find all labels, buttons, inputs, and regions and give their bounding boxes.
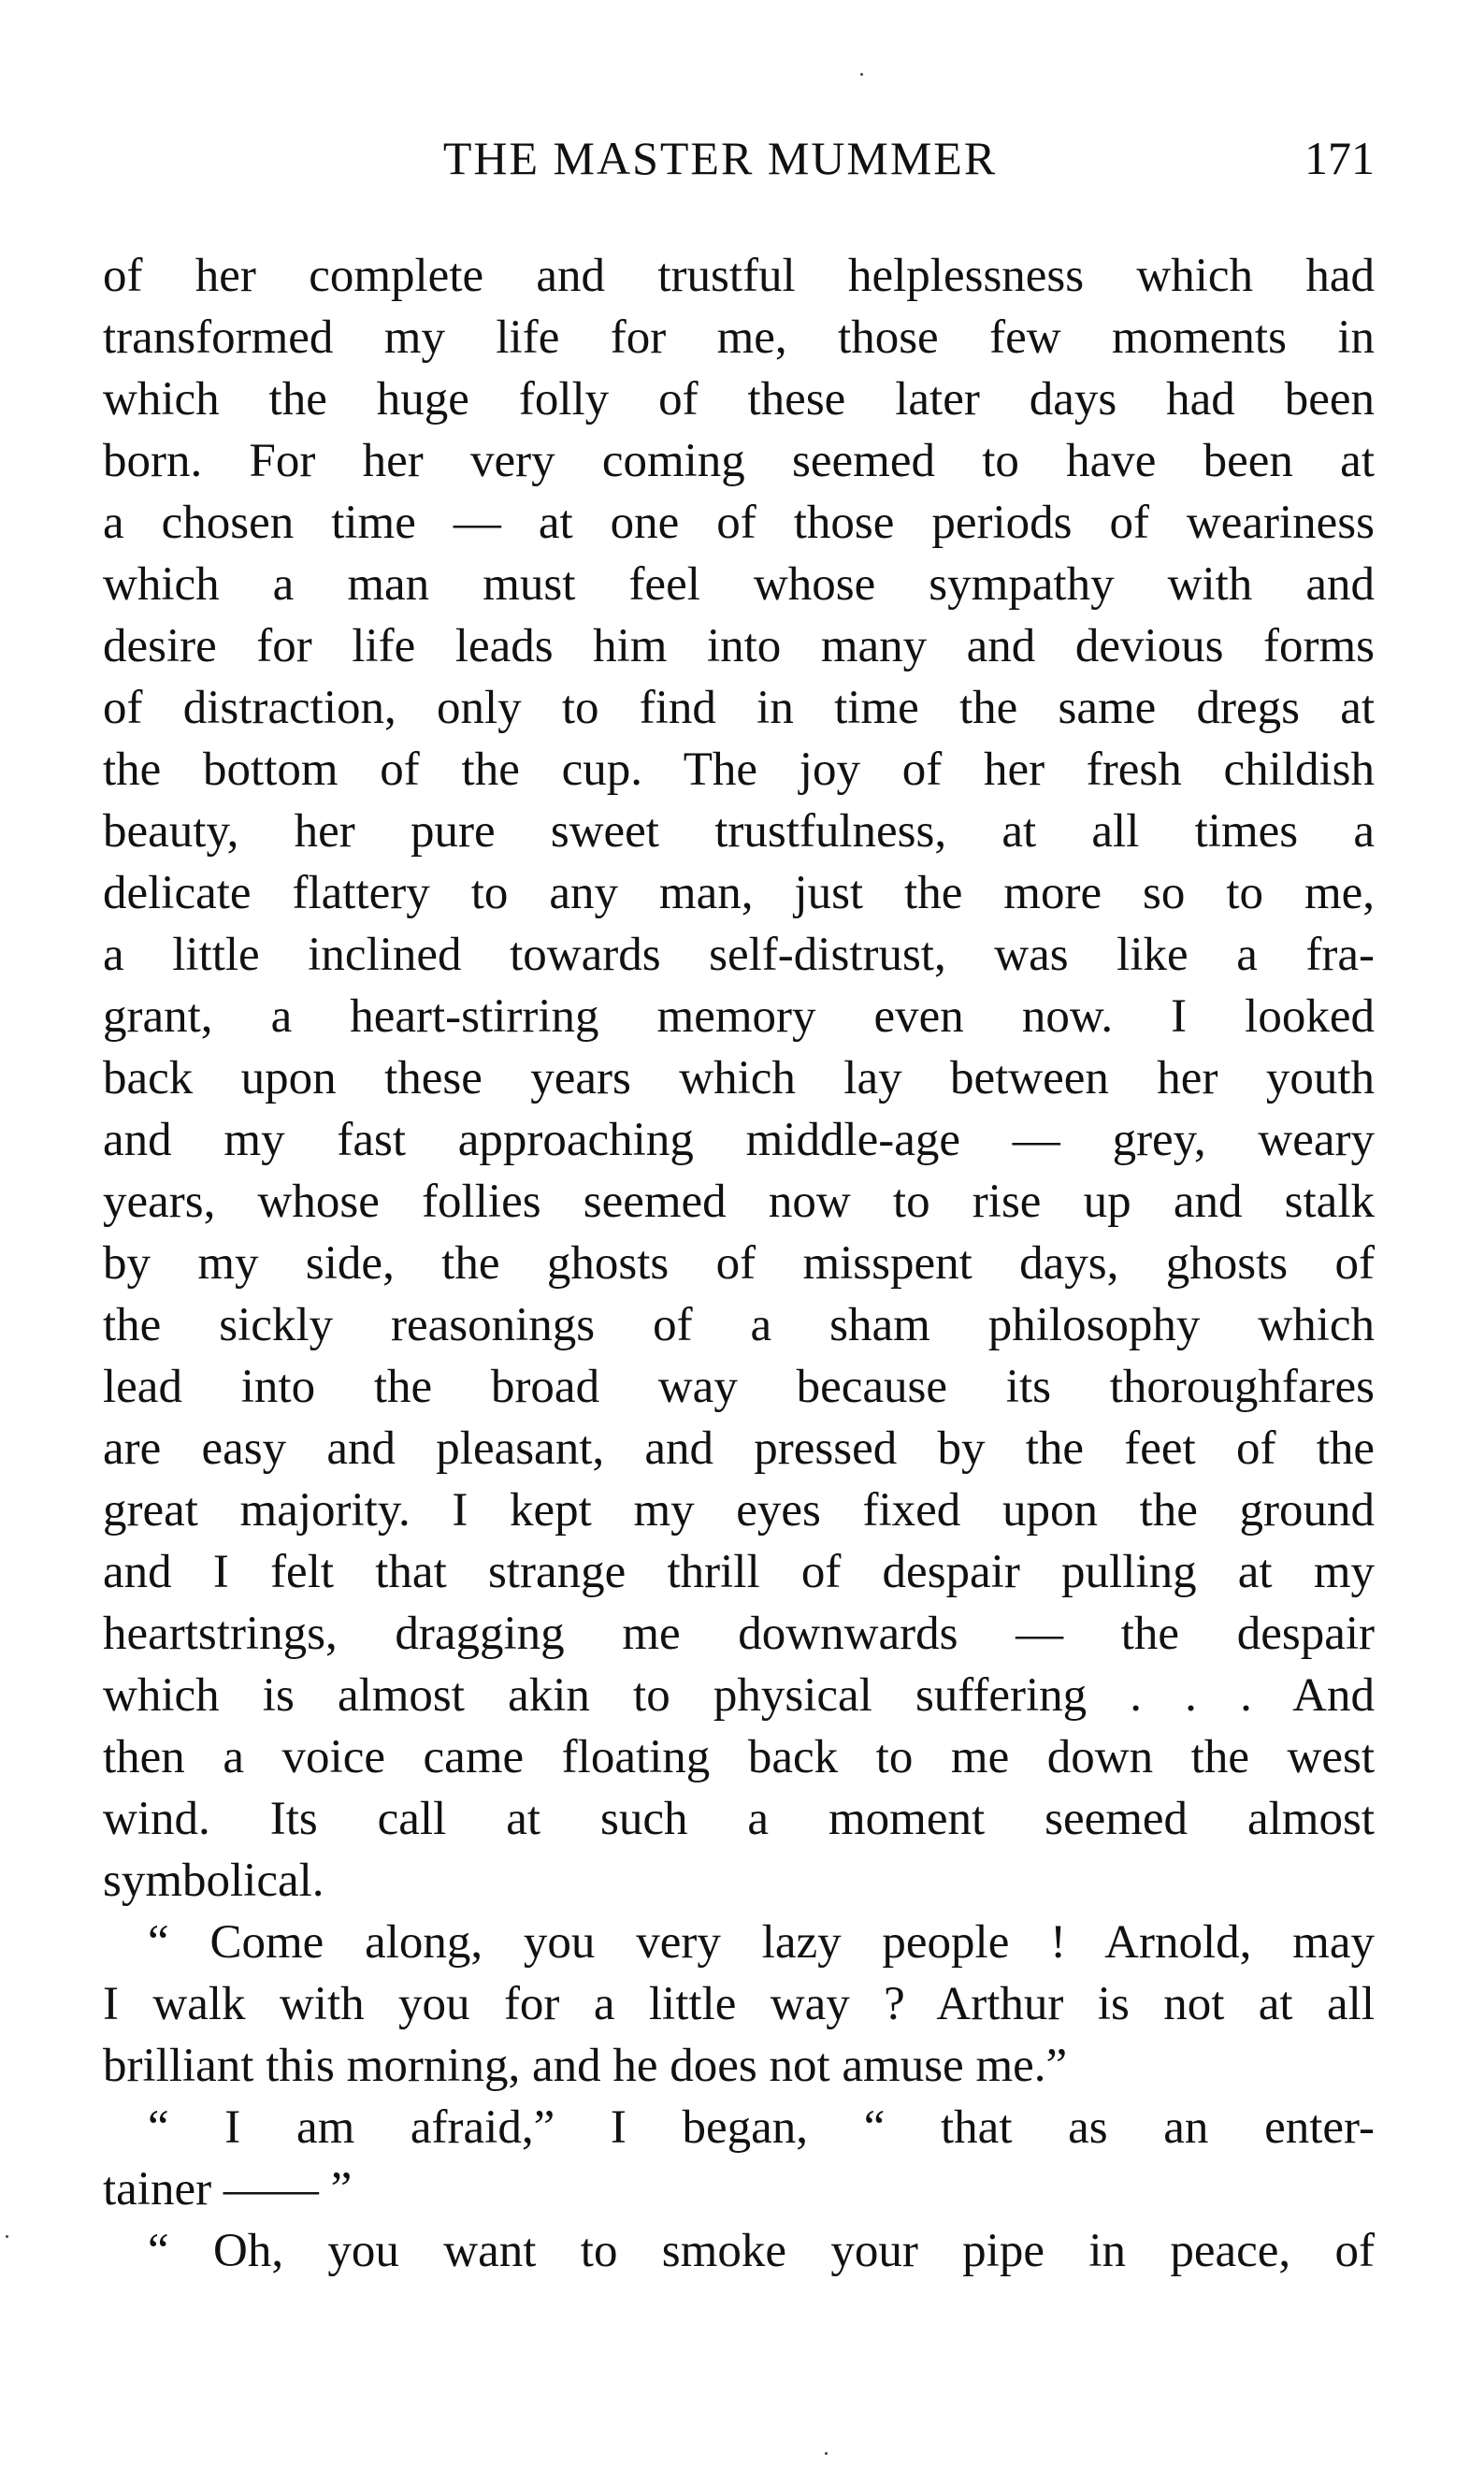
text-line: which is almost akin to physical suffering . . . And bbox=[103, 1669, 1375, 1722]
text-line: which a man must feel whose sympathy with and bbox=[103, 558, 1375, 611]
text-line: grant, a heart-stirring memory even now. I looked bbox=[103, 990, 1375, 1043]
scan-speck bbox=[825, 2452, 828, 2455]
text-line: wind. Its call at such a moment seemed almost bbox=[103, 1793, 1375, 1845]
text-line: and my fast approaching middle-age — grey, weary bbox=[103, 1114, 1375, 1166]
page-body-text bbox=[103, 245, 1375, 2282]
text-line: the bottom of the cup. The joy of her fresh childish bbox=[103, 743, 1375, 796]
text-line: of her complete and trustful helplessness which had bbox=[103, 250, 1375, 302]
text-line: great majority. I kept my eyes fixed upon the ground bbox=[103, 1484, 1375, 1537]
text-line: heartstrings, dragging me downwards — the despair bbox=[103, 1608, 1375, 1660]
text-line: back upon these years which lay between her youth bbox=[103, 1052, 1375, 1104]
text-line: and I felt that strange thrill of despair pulling at my bbox=[103, 1546, 1375, 1598]
text-line: by my side, the ghosts of misspent days, ghosts of bbox=[103, 1237, 1375, 1290]
text-line: of distraction, only to find in time the same dregs at bbox=[103, 682, 1375, 734]
text-line: which the huge folly of these later days had been bbox=[103, 373, 1375, 426]
text-line: are easy and pleasant, and pressed by the feet of the bbox=[103, 1422, 1375, 1475]
text-line: “ Oh, you want to smoke your pipe in peace, of bbox=[148, 2225, 1375, 2277]
running-header bbox=[103, 131, 1375, 196]
text-line: a chosen time — at one of those periods of weariness bbox=[103, 497, 1375, 549]
running-title: THE MASTER MUMMER bbox=[442, 132, 998, 184]
text-line: symbolical. bbox=[103, 1855, 324, 1907]
text-line: tainer —— ” bbox=[103, 2163, 353, 2215]
scan-speck bbox=[860, 73, 863, 76]
text-line: desire for life leads him into many and devious forms bbox=[103, 620, 1375, 672]
scan-speck bbox=[6, 2235, 8, 2238]
page-number: 171 bbox=[1304, 132, 1375, 184]
text-line: born. For her very coming seemed to have been at bbox=[103, 435, 1375, 487]
text-line: brilliant this morning, and he does not amuse me.” bbox=[103, 2040, 1068, 2092]
text-line: delicate flattery to any man, just the more so to me, bbox=[103, 867, 1375, 919]
text-line: beauty, her pure sweet trustfulness, at all times a bbox=[103, 805, 1375, 858]
text-line: “ Come along, you very lazy people ! Arnold, may bbox=[148, 1916, 1375, 1969]
text-line: the sickly reasonings of a sham philosophy which bbox=[103, 1299, 1375, 1351]
text-line: then a voice came floating back to me down the west bbox=[103, 1731, 1375, 1783]
text-line: a little inclined towards self-distrust, was like a fra- bbox=[103, 929, 1375, 981]
text-line: “ I am afraid,” I began, “ that as an enter- bbox=[148, 2101, 1375, 2154]
text-line: years, whose follies seemed now to rise up and stalk bbox=[103, 1176, 1375, 1228]
text-line: transformed my life for me, those few moments in bbox=[103, 311, 1375, 364]
text-line: I walk with you for a little way ? Arthur is not at all bbox=[103, 1978, 1375, 2030]
text-line: lead into the broad way because its thoroughfares bbox=[103, 1361, 1375, 1413]
